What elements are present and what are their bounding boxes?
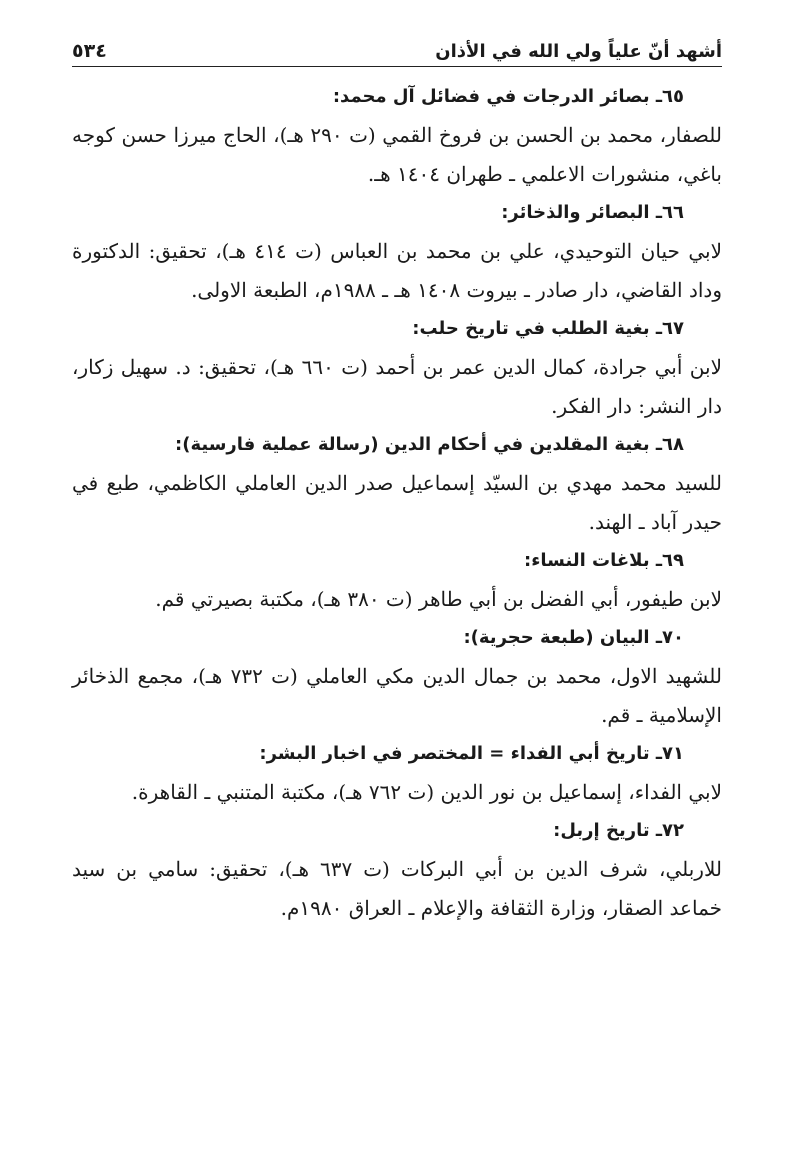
entry-body: للصفار، محمد بن الحسن بن فروخ القمي (ت ٢٩٠ هـ)، الحاج ميرزا حسن كوجه باغي، منشورات الاعلمي ـ طهران ١٤٠٤ هـ. <box>72 123 722 186</box>
bibliography-entry-65 <box>72 78 722 194</box>
bibliography-entry-69 <box>72 542 722 619</box>
entry-title: ٧٠ـ البيان (طبعة حجرية): <box>463 627 684 648</box>
entry-body: لابن طيفور، أبي الفضل بن أبي طاهر (ت ٣٨٠ هـ)، مكتبة بصيرتي قم. <box>155 587 722 611</box>
bibliography-entry-71 <box>72 735 722 812</box>
entry-body: لابي حيان التوحيدي، علي بن محمد بن العباس (ت ٤١٤ هـ)، تحقيق: الدكتورة وداد القاضي، دار صادر ـ بيروت ١٤٠٨ هـ ـ ١٩٨٨م، الطبعة الاولى. <box>72 239 722 302</box>
running-title: أشهد أنّ علياً ولي الله في الأذان <box>435 41 722 62</box>
entry-body: لابن أبي جرادة، كمال الدين عمر بن أحمد (ت ٦٦٠ هـ)، تحقيق: د. سهيل زكار، دار النشر: دار الفكر. <box>72 355 722 418</box>
entry-title: ٧٢ـ تاريخ إربل: <box>553 820 684 841</box>
bibliography-entry-72 <box>72 812 722 928</box>
entry-body: للشهيد الاول، محمد بن جمال الدين مكي العاملي (ت ٧٣٢ هـ)، مجمع الذخائر الإسلامية ـ قم. <box>72 664 722 727</box>
bibliography-entry-70 <box>72 619 722 735</box>
entry-title: ٧١ـ تاريخ أبي الفداء = المختصر في اخبار البشر: <box>259 743 684 764</box>
bibliography-entry-66 <box>72 194 722 310</box>
entry-title: ٦٩ـ بلاغات النساء: <box>524 550 684 571</box>
entry-body: لابي الفداء، إسماعيل بن نور الدين (ت ٧٦٢ هـ)، مكتبة المتنبي ـ القاهرة. <box>131 780 722 804</box>
bibliography-entry-68 <box>72 426 722 542</box>
entry-title: ٦٨ـ بغية المقلدين في أحكام الدين (رسالة عملية فارسية): <box>175 434 684 455</box>
bibliography-list <box>72 78 722 928</box>
entry-body: للسيد محمد مهدي بن السيّد إسماعيل صدر الدين العاملي الكاظمي، طبع في حيدر آباد ـ الهند. <box>72 471 722 534</box>
bibliography-entry-67 <box>72 310 722 426</box>
entry-body: للاربلي، شرف الدين بن أبي البركات (ت ٦٣٧ هـ)، تحقيق: سامي بن سيد خماعد الصقار، وزارة الثقافة والإعلام ـ العراق ١٩٨٠م. <box>72 857 722 920</box>
page-number: ٥٣٤ <box>72 40 107 62</box>
entry-title: ٦٧ـ بغية الطلب في تاريخ حلب: <box>412 318 684 339</box>
running-header <box>72 28 722 67</box>
entry-title: ٦٦ـ البصائر والذخائر: <box>501 202 684 223</box>
entry-title: ٦٥ـ بصائر الدرجات في فضائل آل محمد: <box>332 86 684 107</box>
